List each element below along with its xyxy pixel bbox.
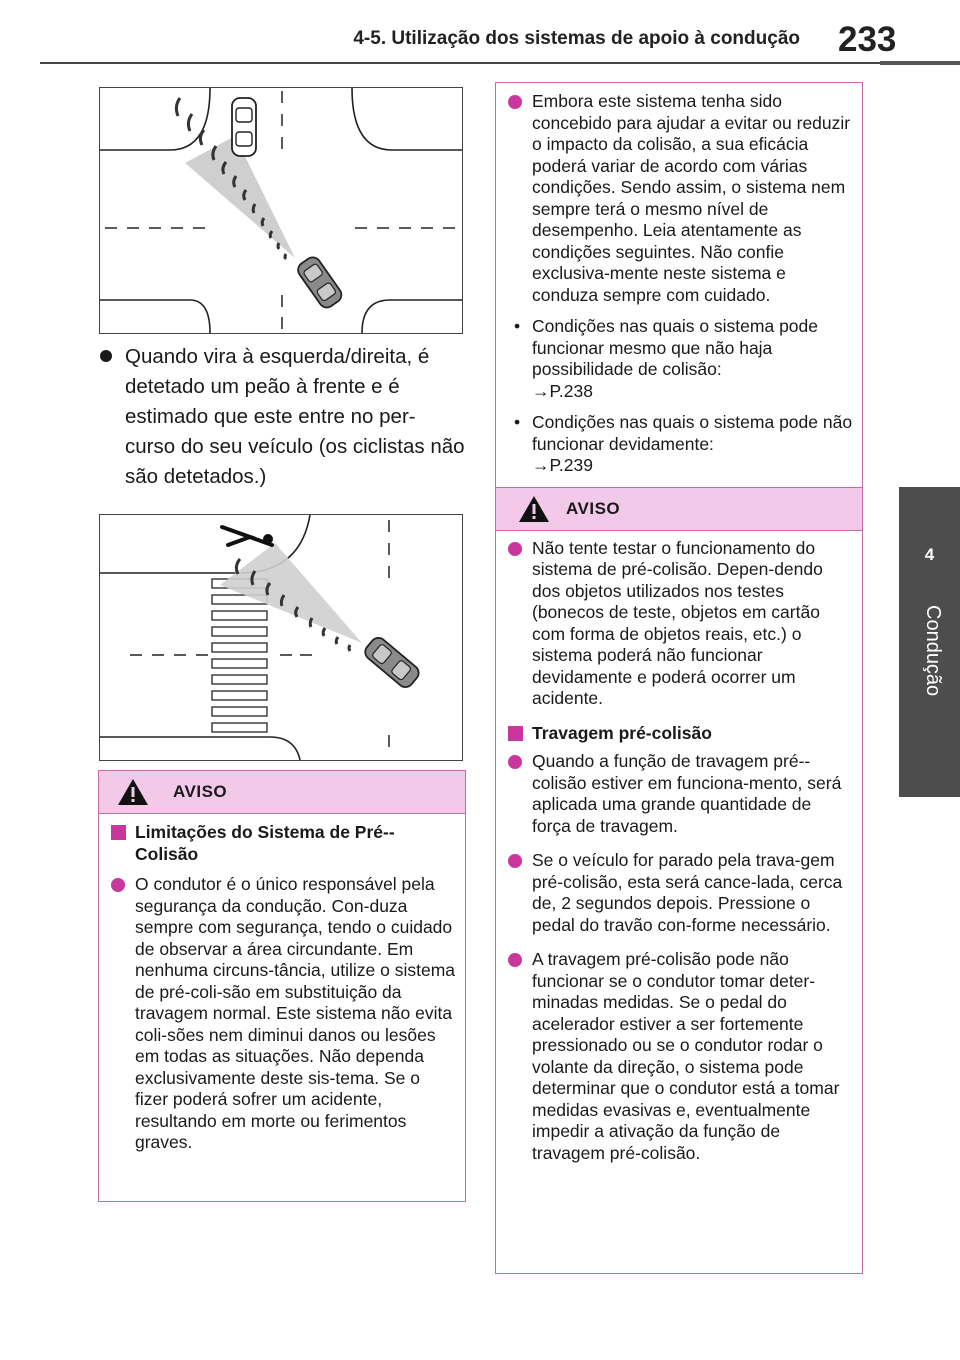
- condition-item-1: [504, 316, 854, 402]
- limitations-paragraph: [107, 874, 455, 1154]
- warning-heading: AVISO: [173, 782, 228, 801]
- intro-paragraph: [504, 91, 854, 306]
- bullet-dot-icon: [111, 878, 125, 892]
- warning-header: [496, 487, 862, 531]
- braking-item: [504, 850, 854, 936]
- car-turning-intersection-illustration: [99, 87, 463, 334]
- section-square-icon: [508, 726, 523, 741]
- sub-bullet: •: [514, 412, 521, 432]
- bullet-text: Quando vira à esquerda/direita, é detetado um peão à frente e é estimado que este entre no per-curso do seu veículo (os ciclistas não são detetados.): [125, 345, 465, 488]
- condition-text-1: Condições nas quais o sistema pode funcionar mesmo que não haja possibilidade de colisão:: [532, 316, 819, 379]
- chapter-side-tab[interactable]: [899, 487, 960, 797]
- page-reference-1[interactable]: →P.238: [532, 380, 593, 401]
- header-rule-accent: [880, 61, 960, 65]
- warning-heading: AVISO: [566, 498, 621, 518]
- chapter-number: 4: [924, 545, 935, 564]
- header-rule: [40, 62, 880, 64]
- warning-item: [504, 538, 854, 710]
- page-number: 233: [838, 20, 897, 59]
- bullet-dot-icon: [508, 755, 522, 769]
- pedestrian-crosswalk-illustration: [99, 514, 463, 761]
- intro-paragraph-text: Embora este sistema tenha sido concebido para ajudar a evitar ou reduzir o impacto da colisão, a sua eficácia poderá variar de acordo com várias condições. Sendo assim, o sistema nem sempre terá o mesmo nível de desempenho. Leia atentamente as condições seguintes. Não confie exclusiva-mente neste sistema e conduza sempre com cuidado.: [532, 91, 851, 305]
- section-square-icon: [111, 825, 126, 840]
- braking-item-text: Se o veículo for parado pela trava-gem pré-colisão, esta será cance-lada, cerca de, 2 segundos depois. Pressione o pedal do travão con-forme necessário.: [532, 850, 843, 935]
- braking-item-text: A travagem pré-colisão pode não funcionar se o condutor tomar deter-minadas medidas. Se o pedal do acelerador estiver a ser fortemente pressionado ou se o condutor rodar o volante da direção, o sistema pode determinar que o condutor está a tomar medidas evasivas e, eventualmente impedir a ativação da função de travagem pré-colisão.: [532, 949, 840, 1163]
- pedestrian-detection-bullet: [100, 342, 465, 492]
- chapter-label: Condução: [922, 605, 944, 697]
- braking-item: [504, 751, 854, 837]
- limitations-subheading: [107, 822, 455, 865]
- braking-subheading-text: Travagem pré-colisão: [532, 722, 712, 743]
- page-header-title: 4-5. Utilização dos sistemas de apoio à condução: [353, 28, 800, 49]
- limitations-subheading-text: Limitações do Sistema de Pré--Colisão: [135, 822, 395, 864]
- condition-text-2: Condições nas quais o sistema pode não funcionar devidamente:: [532, 412, 853, 454]
- bullet-dot-icon: [100, 350, 112, 362]
- warning-triangle-icon: [518, 495, 550, 523]
- braking-item: [504, 949, 854, 1164]
- warning-item-text: Não tente testar o funcionamento do sistema de pré-colisão. Depen-dendo dos objetos utilizados nos testes (bonecos de teste, objetos em cartão com forma de objetos reais, etc.) o sistema poderá não funcionar devidamente e poderá ocorrer um acidente.: [532, 537, 823, 708]
- braking-subheading: [504, 723, 854, 745]
- bullet-dot-icon: [508, 95, 522, 109]
- bullet-dot-icon: [508, 854, 522, 868]
- precollision-limitations-warning: [98, 770, 466, 1202]
- braking-item-text: Quando a função de travagem pré--colisão estiver em funciona-mento, será aplicada uma grande quantidade de força de travagem.: [532, 751, 842, 836]
- limitations-paragraph-text: O condutor é o único responsável pela segurança da condução. Con-duza sempre com segurança, tendo o cuidado de observar a área circundante. Em nenhuma circuns-tância, utilize o sistema de pré-coli-são em substituição da travagem normal. Este sistema não evita coli-sões nem diminui danos ou lesões em todas as situações. Não dependa exclusivamente deste sis-tema. Se o fizer poderá sofrer um acidente, resultando em morte ou ferimentos graves.: [135, 874, 456, 1152]
- page-reference-2[interactable]: →P.239: [532, 455, 593, 475]
- bullet-dot-icon: [508, 953, 522, 967]
- condition-item-2: [504, 412, 854, 477]
- warning-header: [99, 771, 465, 814]
- right-column-notice-box: [495, 82, 863, 1274]
- warning-triangle-icon: [117, 778, 149, 806]
- bullet-dot-icon: [508, 542, 522, 556]
- sub-bullet: •: [514, 316, 521, 336]
